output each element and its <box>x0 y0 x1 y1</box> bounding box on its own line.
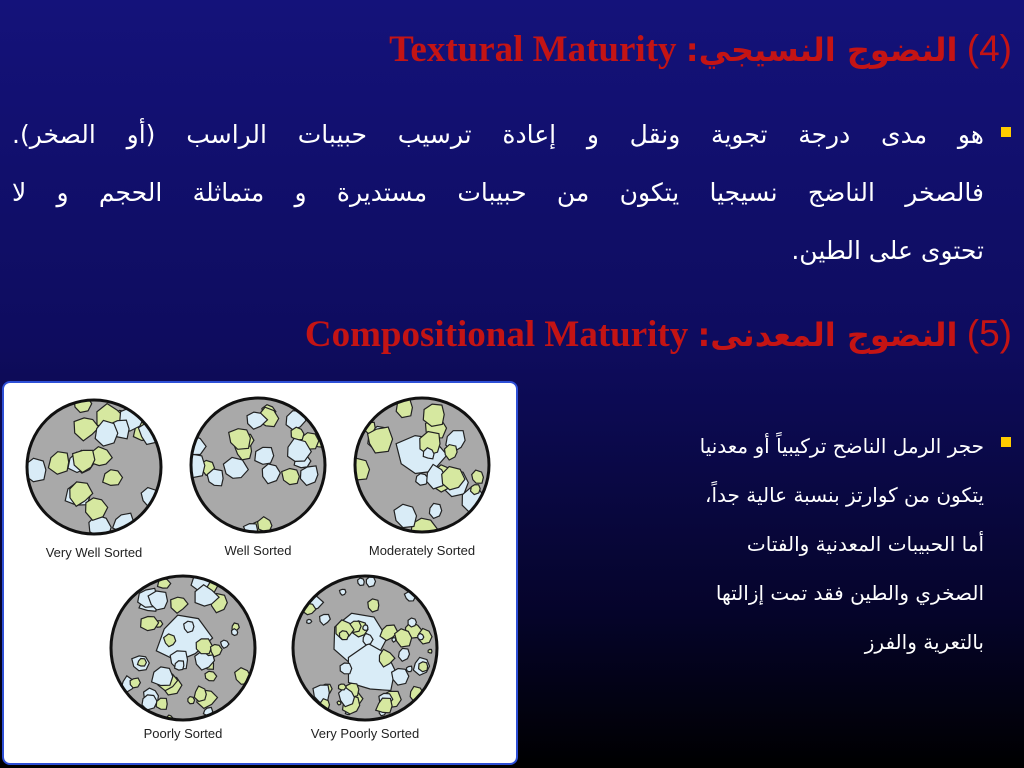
grain <box>428 649 432 653</box>
heading-number: (5) <box>966 313 1012 354</box>
heading-number: (4) <box>966 28 1012 69</box>
heading-english: Compositional Maturity <box>304 314 689 355</box>
heading-textural-maturity <box>389 30 1012 68</box>
grain <box>423 404 444 426</box>
caption-well-sorted: Well Sorted <box>224 543 292 558</box>
caption-poorly-sorted: Poorly Sorted <box>143 726 223 741</box>
heading-arabic: النضوج النسيجي: <box>685 31 958 69</box>
paragraph-line: أما الحبيبات المعدنية والفتات <box>746 532 984 556</box>
bullet-icon <box>1001 437 1011 447</box>
grain <box>232 629 238 636</box>
grain <box>419 662 428 672</box>
grain <box>307 619 312 623</box>
paragraph-compositional <box>524 422 984 667</box>
grain <box>339 684 347 690</box>
grain <box>337 701 341 705</box>
sorting-figure <box>2 381 518 765</box>
grain-circle-very-well-sorted <box>24 397 164 537</box>
paragraph-line: حجر الرمل الناضح تركيبياً أو معدنيا <box>699 434 984 458</box>
grain <box>418 633 424 640</box>
caption-very-poorly-sorted: Very Poorly Sorted <box>310 726 420 741</box>
grain <box>363 625 368 631</box>
grain <box>358 578 365 586</box>
grain-circle-moderately-sorted <box>352 395 492 535</box>
paragraph-line: تحتوى على الطين. <box>791 236 984 265</box>
grain <box>340 589 346 595</box>
grain <box>407 666 413 671</box>
grain <box>196 639 212 654</box>
grain <box>340 663 352 674</box>
grain <box>429 503 441 518</box>
paragraph-line: هو مدى درجة تجوية ونقل و إعادة ترسيب حبيبات الراسب (أو الصخر). <box>12 120 984 149</box>
heading-english: Textural Maturity <box>389 29 677 70</box>
caption-very-well-sorted: Very Well Sorted <box>45 545 143 560</box>
grain <box>188 697 195 704</box>
paragraph-line: الصخري والطين فقد تمت إزالتها <box>715 581 984 605</box>
paragraph-line: يتكون من كوارتز بنسبة عالية جداً، <box>704 483 984 507</box>
grain <box>339 631 348 640</box>
paragraph-line: فالصخر الناضج نسيجيا يتكون من حبيبات مستديرة و متماثلة الحجم و لا <box>12 178 984 207</box>
heading-compositional-maturity <box>305 315 1012 353</box>
grain <box>255 447 274 464</box>
paragraph-line: بالتعرية والفرز <box>864 630 984 654</box>
bullet-icon <box>1001 127 1011 137</box>
grain <box>408 618 416 627</box>
paragraph-textural <box>12 106 984 280</box>
heading-arabic: النضوج المعدنى: <box>697 316 958 354</box>
grain-circle-well-sorted <box>188 395 328 535</box>
caption-moderately-sorted: Moderately Sorted <box>368 543 476 558</box>
grain <box>392 638 396 643</box>
grain-circle-poorly-sorted <box>108 573 258 723</box>
grain-circle-very-poorly-sorted <box>290 573 440 723</box>
grain <box>366 577 375 587</box>
grain <box>156 698 167 709</box>
grain <box>471 485 481 495</box>
